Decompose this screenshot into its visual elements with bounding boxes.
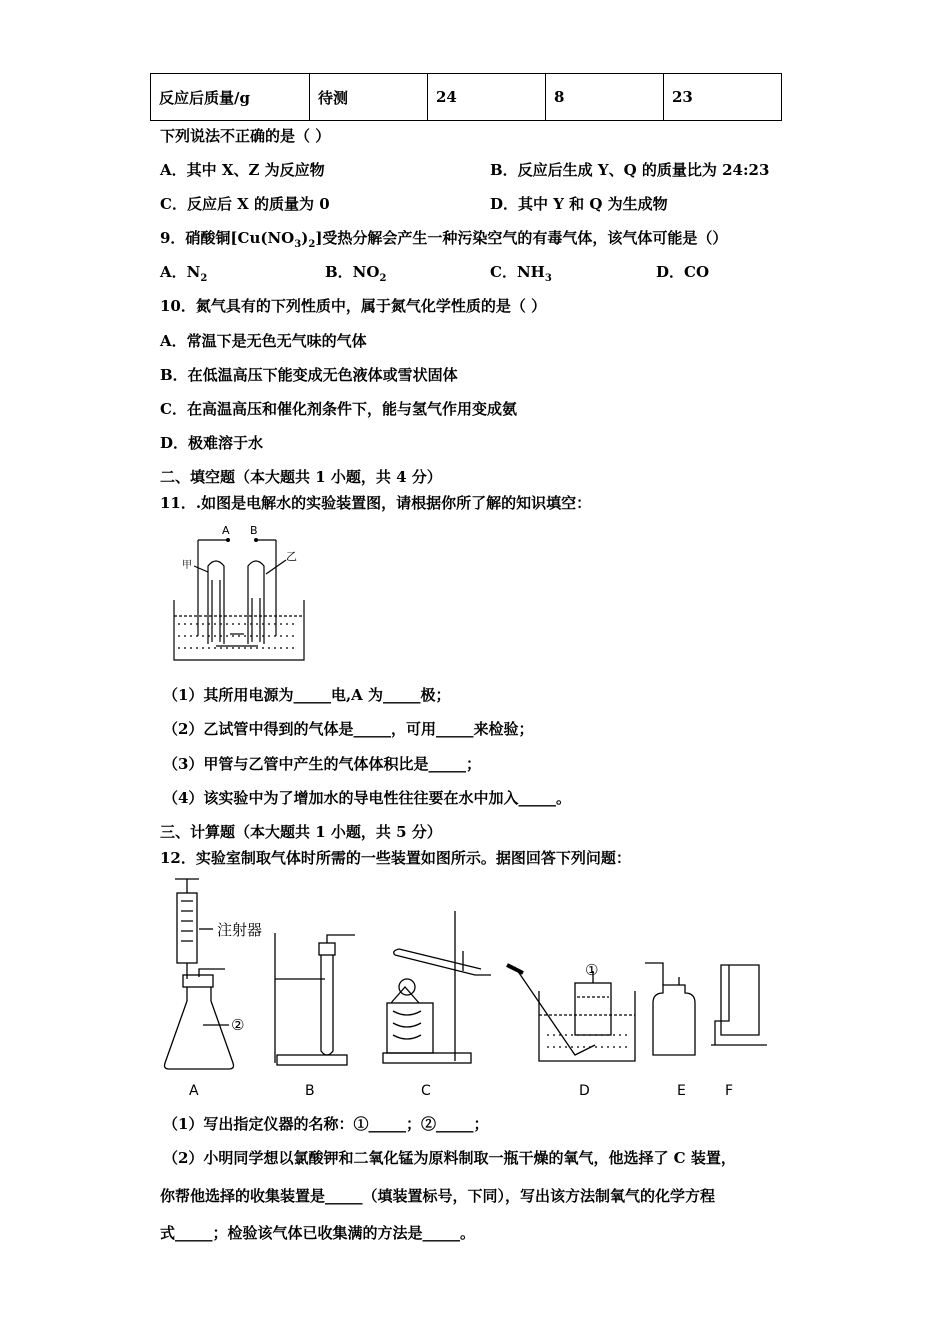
lab-apparatus-figure [155,875,795,1105]
q12-stem: 12．实验室制取气体时所需的一些装置如图所示。据图回答下列问题： [160,849,631,867]
q9-option-c: C．$NH_3$ [490,263,552,284]
label-yi: 乙 [286,550,297,563]
table-cell: 8 [546,74,664,121]
q11-part-2: （2）乙试管中得到的气体是_____，可用_____来检验； [163,720,534,738]
label-syringe: 注射器 [217,921,263,939]
label-d: D [579,1083,590,1099]
q8-option-a: A．其中 X、Z 为反应物 [160,161,325,179]
section-heading: 二、填空题（本大题共 1 小题，共 4 分） [160,468,442,486]
label-a: A [189,1083,199,1099]
table-cell: 24 [428,74,546,121]
q12-part-2-line-1: （2）小明同学想以氯酸钾和二氧化锰为原料制取一瓶干燥的氧气，他选择了 C 装置， [163,1149,736,1167]
q12-part-1: （1）写出指定仪器的名称：①_____；②_____； [163,1115,489,1133]
q9-option-a: A．$N_2$ [160,263,208,284]
q9-stem: 9．硝酸铜$[Cu(NO_3)_2]$受热分解会产生一种污染空气的有毒气体，该气体可能是（） [160,229,728,250]
label-num1: ① [585,961,599,979]
q12-part-2-line-3: 式_____；检验该气体已收集满的方法是_____。 [160,1224,476,1242]
q9-option-d: D．CO [656,263,710,281]
electrolysis-apparatus-figure [168,518,310,664]
label-num2: ② [231,1016,245,1034]
q11-part-3: （3）甲管与乙管中产生的气体体积比是_____； [163,755,481,773]
label-a: A [222,524,230,537]
q10-option-a: A．常温下是无色无气味的气体 [160,332,367,350]
label-jia: 甲 [182,560,192,571]
label-e: E [677,1083,686,1099]
label-f: F [725,1083,734,1099]
table-cell: 待测 [310,74,428,121]
label-c: C [421,1083,431,1099]
label-b: B [250,524,258,537]
q11-part-1: （1）其所用电源为_____电,A 为_____极； [163,686,451,704]
label-b: B [305,1083,315,1099]
table-cell: 反应后质量/g [151,74,310,121]
q10-stem: 10．氮气具有的下列性质中，属于氮气化学性质的是（ ） [160,297,547,315]
q8-option-d: D．其中 Y 和 Q 为生成物 [490,195,668,213]
q12-part-2-line-2: 你帮他选择的收集装置是_____（填装置标号，下同），写出该方法制氧气的化学方程 [160,1187,716,1205]
q11-stem: 11．.如图是电解水的实验装置图，请根据你所了解的知识填空： [160,494,592,512]
section-heading: 三、计算题（本大题共 1 小题，共 5 分） [160,823,442,841]
q8-option-c: C．反应后 X 的质量为 0 [160,195,330,213]
reaction-mass-table [150,73,782,121]
q10-option-d: D．极难溶于水 [160,434,264,452]
table-cell: 23 [664,74,782,121]
table-row [151,74,782,121]
q11-part-4: （4）该实验中为了增加水的导电性往往要在水中加入_____。 [163,789,571,807]
q8-stem: 下列说法不正确的是（ ） [160,127,331,145]
q8-option-b: B．反应后生成 Y、Q 的质量比为 24:23 [490,161,770,179]
q9-option-b: B．$NO_2$ [325,263,387,284]
q10-option-b: B．在低温高压下能变成无色液体或雪状固体 [160,366,458,384]
q10-option-c: C．在高温高压和催化剂条件下，能与氢气作用变成氨 [160,400,517,418]
